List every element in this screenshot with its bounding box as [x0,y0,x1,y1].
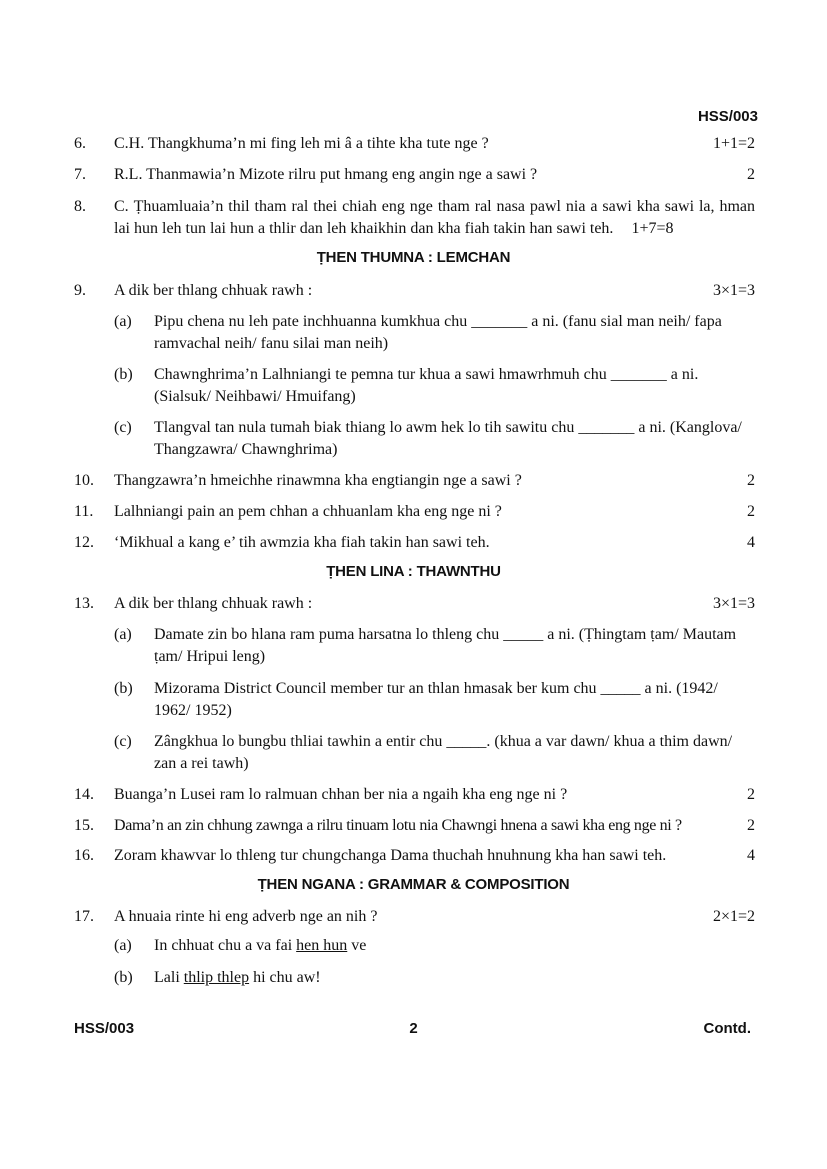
question-number: 7. [74,166,86,183]
footer-paper-code: HSS/003 [74,1020,135,1037]
question-marks: 2 [747,472,755,489]
question-marks: 2 [747,503,755,520]
question-text: Zoram khawvar lo thleng tur chungchanga Dama thuchah hnuhnung kha han sawi teh. [114,847,667,864]
question-marks: 2 [747,166,755,183]
question-marks: 1+1=2 [712,135,755,152]
question-number: 11. [74,503,94,520]
question-text: C. Ṭhuamluaia’n thil tham ral thei chiah eng nge tham ral nasa pawl nia a sawi kha sawi la, hman lai hun leh tun lai hun a thlir dan leh khaikhin dan kha fiah takin han sawi teh. [114,198,755,237]
sentence-part: In chhuat chu a va fai [154,937,297,954]
question-number: 6. [74,135,86,152]
question-number: 16. [74,847,94,864]
subquestion-label: (c) [114,419,132,436]
question-text: R.L. Thanmawia’n Mizote rilru put hmang eng angin nge a sawi ? [114,166,538,183]
subquestion-label: (b) [114,969,133,986]
question-number: 13. [74,595,94,612]
sentence-part: ve [347,937,367,954]
subquestion-label: (b) [114,680,133,697]
subquestion-text: Mizorama District Council member tur an thlan hmasak ber kum chu _____ a ni. (1942/ 1962/ 1952) [154,680,718,719]
underlined-adverb: thlip thlep [183,969,250,986]
question-marks: 2×1=2 [712,908,755,925]
underlined-adverb: hen hun [296,937,348,954]
question-marks: 3×1=3 [712,595,755,612]
question-text: Buanga’n Lusei ram lo ralmuan chhan ber nia a ngaih kha eng nge ni ? [114,786,568,803]
question-text: ‘Mikhual a kang e’ tih awmzia kha fiah takin han sawi teh. [114,534,490,551]
question-text: Dama’n an zin chhung zawnga a rilru tinuam lotu nia Chawngi hnena a sawi kha eng nge ni ? [114,817,682,834]
question-marks: 3×1=3 [712,282,755,299]
section-heading-grammar: ṬHEN NGANA : GRAMMAR & COMPOSITION [257,876,570,893]
question-number: 9. [74,282,86,299]
subquestion-text: Chawnghrima’n Lalhniangi te pemna tur khua a sawi hmawrhmuh chu _______ a ni. (Sialsuk/ Neihbawi/ Hmuifang) [154,366,699,405]
question-text: Lalhniangi pain an pem chhan a chhuanlam kha eng nge ni ? [114,503,502,520]
subquestion-label: (a) [114,937,132,954]
question-marks: 2 [747,786,755,803]
subquestion-label: (b) [114,366,133,383]
subquestion-label: (a) [114,313,132,330]
section-heading-lemchan: ṬHEN THUMNA : LEMCHAN [316,249,511,266]
question-marks: 4 [747,534,755,551]
question-text: A dik ber thlang chhuak rawh : [114,282,313,299]
paper-code-top: HSS/003 [697,108,758,125]
question-marks: 1+7=8 [631,220,674,237]
subquestion-label: (a) [114,626,132,643]
subquestion-text: Damate zin bo hlana ram puma harsatna lo thleng chu _____ a ni. (Ṭhingtam ṭam/ Mautam ṭam/ Hripui leng) [154,626,737,665]
question-number: 15. [74,817,94,834]
question-number: 12. [74,534,94,551]
question-text: A hnuaia rinte hi eng adverb nge an nih ? [114,908,378,925]
question-text: C.H. Thangkhuma’n mi fing leh mi â a tihte kha tute nge ? [114,135,489,152]
section-heading-thawnthu: ṬHEN LINA : THAWNTHU [326,563,501,580]
question-number: 8. [74,198,86,215]
subquestion-text: Zângkhua lo bungbu thliai tawhin a entir chu _____. (khua a var dawn/ khua a thim dawn/ zan a rei tawh) [154,733,733,772]
subquestion-text: Pipu chena nu leh pate inchhuanna kumkhua chu _______ a ni. (fanu sial man neih/ fapa ramvachal neih/ fanu silai man neih) [154,313,722,352]
question-marks: 4 [747,847,755,864]
sentence-part: hi chu aw! [249,969,321,986]
question-number: 14. [74,786,94,803]
sentence-part: Lali [154,969,184,986]
subquestion-label: (c) [114,733,132,750]
question-text: Thangzawra’n hmeichhe rinawmna kha engtiangin nge a sawi ? [114,472,522,489]
question-number: 10. [74,472,94,489]
subquestion-text: Tlangval tan nula tumah biak thiang lo awm hek lo tih sawitu chu _______ a ni. (Kanglova/ Thangzawra/ Chawnghrima) [154,419,742,458]
question-marks: 2 [747,817,755,834]
footer-page-number: 2 [409,1020,418,1037]
footer-contd: Contd. [703,1020,751,1037]
question-text: A dik ber thlang chhuak rawh : [114,595,313,612]
question-number: 17. [74,908,94,925]
